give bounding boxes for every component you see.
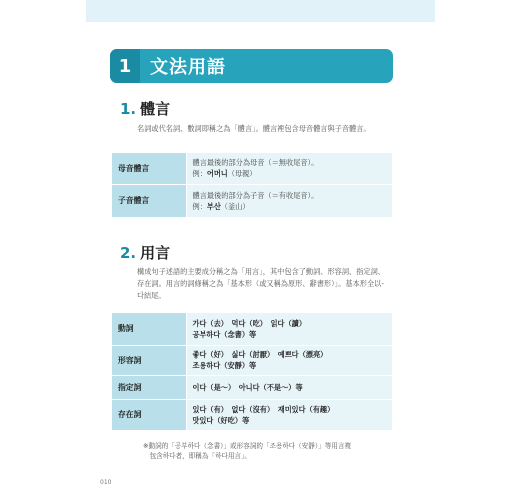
section-1-table xyxy=(112,153,392,218)
example-prefix: 例： xyxy=(192,169,207,179)
section-2-title: 用言 xyxy=(140,244,171,262)
top-color-band xyxy=(86,0,435,22)
row-label: 動詞 xyxy=(112,313,186,345)
row-line: 가다（去） 먹다（吃） 읽다（讀） xyxy=(192,318,307,328)
table-row xyxy=(112,184,392,217)
example-gloss: （母親） xyxy=(227,169,257,179)
section-1-number: 1. xyxy=(120,100,137,118)
section-1-intro: 名詞或代名詞、數詞即稱之為「體言」。體言裡包含母音體言與子音體言。 xyxy=(137,124,371,133)
chapter-number: 1 xyxy=(110,49,140,83)
section-1-heading xyxy=(120,98,170,119)
section-1-title: 體言 xyxy=(140,100,171,118)
row-label: 指定詞 xyxy=(112,375,186,399)
row-content xyxy=(186,313,392,345)
row-content xyxy=(186,399,392,430)
row-line: 좋다（好） 싫다（討厭） 예쁘다（漂亮） xyxy=(192,350,328,359)
row-line: 공부하다（念書）等 xyxy=(192,329,257,339)
footnote xyxy=(143,441,393,461)
row-content xyxy=(186,375,392,399)
row-content xyxy=(186,184,392,217)
footnote-line: 包含하다者，即稱為「하다用言」。 xyxy=(143,452,251,460)
row-description: 體言最後的部分為母音（＝無收尾音）。 xyxy=(192,158,319,168)
row-content xyxy=(186,153,392,184)
row-label: 子音體言 xyxy=(112,184,186,217)
example-korean: 어머니 xyxy=(206,169,228,179)
row-line: 이다（是～） 아니다（不是～）等 xyxy=(192,382,303,392)
row-label: 存在詞 xyxy=(112,399,186,430)
table-row xyxy=(112,345,392,375)
footnote-line: ※動詞的「공부하다（念書）」或形容詞的「조용하다（安靜）」等用言複 xyxy=(143,442,352,450)
row-line: 조용하다（安靜）等 xyxy=(192,361,257,370)
row-label: 母音體言 xyxy=(112,153,186,184)
example-prefix: 例： xyxy=(192,201,207,211)
chapter-title: 文法用語 xyxy=(150,57,226,78)
row-label: 形容詞 xyxy=(112,345,186,375)
page-number: 010 xyxy=(100,479,112,486)
row-line: 맛있다（好吃）等 xyxy=(192,415,250,425)
row-content xyxy=(186,345,392,375)
table-row xyxy=(112,375,392,399)
row-example xyxy=(193,201,389,212)
section-2-intro: 構成句子述語的主要成分稱之為「用言」，其中包含了動詞、形容詞、指定詞、存在詞。用言的詞條稱之為「基本形（或又稱為原形、辭書形）」。基本形全以-다結尾。 xyxy=(137,267,385,300)
row-description: 體言最後的部分為子音（＝有收尾音）。 xyxy=(192,190,319,200)
example-korean: 부산 xyxy=(206,201,221,211)
example-gloss: （釜山） xyxy=(220,201,250,211)
row-example xyxy=(193,168,389,179)
row-line: 있다（有） 없다（沒有） 재미있다（有趣） xyxy=(192,404,335,414)
table-row xyxy=(112,153,392,184)
section-2-table xyxy=(112,313,392,431)
chapter-header xyxy=(110,49,393,83)
section-2-number: 2. xyxy=(120,244,137,262)
table-row xyxy=(112,399,392,430)
table-row xyxy=(112,313,392,345)
section-2-heading xyxy=(120,242,170,263)
